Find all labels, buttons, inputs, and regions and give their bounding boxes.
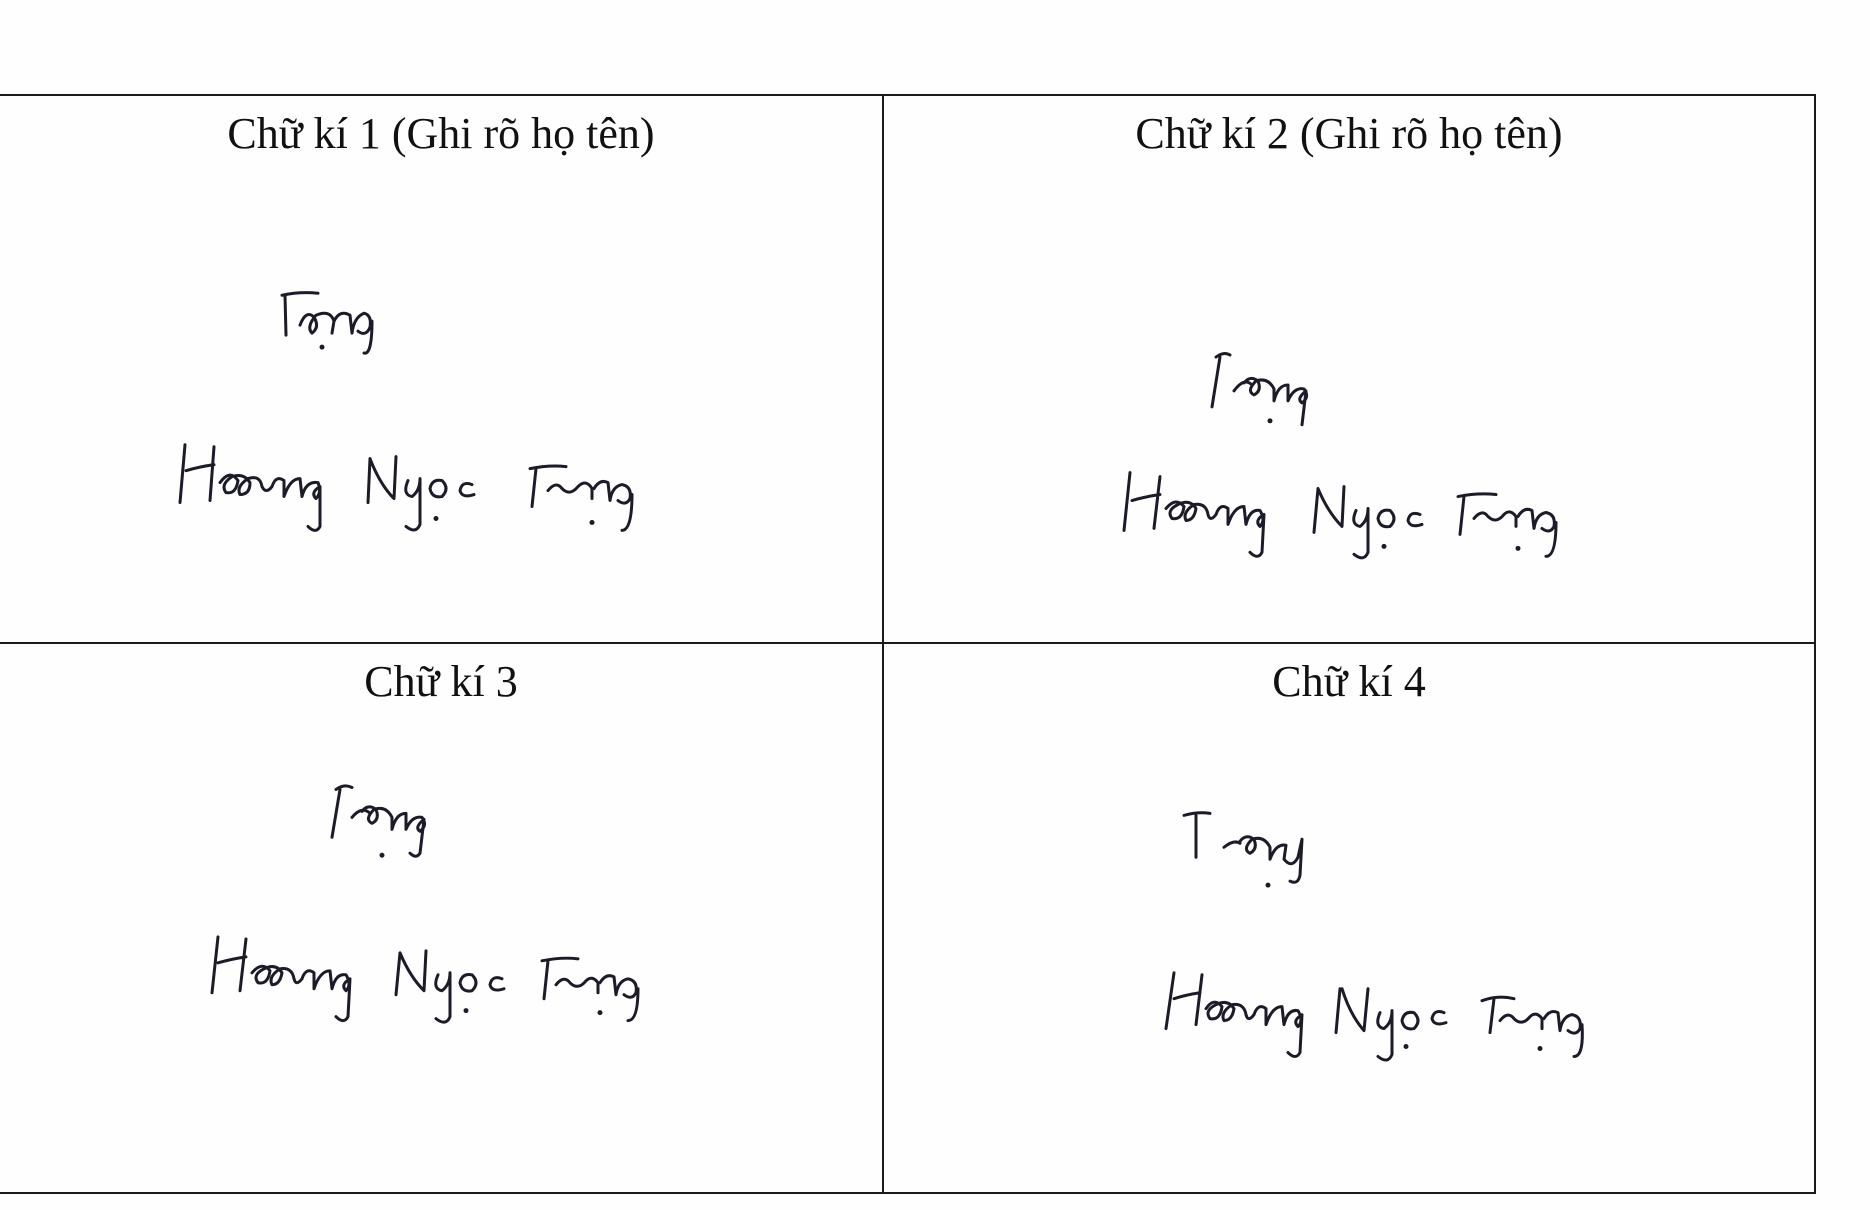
signature-4-handwriting: [884, 644, 1814, 1192]
signature-cell-2: [883, 95, 1815, 643]
signature-4-label: Chữ kí 4: [1272, 657, 1426, 706]
signature-3-label: Chữ kí 3: [364, 657, 518, 706]
signature-3-handwriting: [0, 644, 882, 1192]
signature-table: [0, 94, 1816, 1194]
signature-cell-3: [0, 643, 883, 1193]
signature-cell-1: [0, 95, 883, 643]
signature-cell-4: [883, 643, 1815, 1193]
signature-1-label: Chữ kí 1 (Ghi rõ họ tên): [227, 109, 655, 158]
signature-2-handwriting: [884, 96, 1814, 642]
signature-2-label: Chữ kí 2 (Ghi rõ họ tên): [1135, 109, 1563, 158]
signature-1-handwriting: [0, 96, 882, 642]
